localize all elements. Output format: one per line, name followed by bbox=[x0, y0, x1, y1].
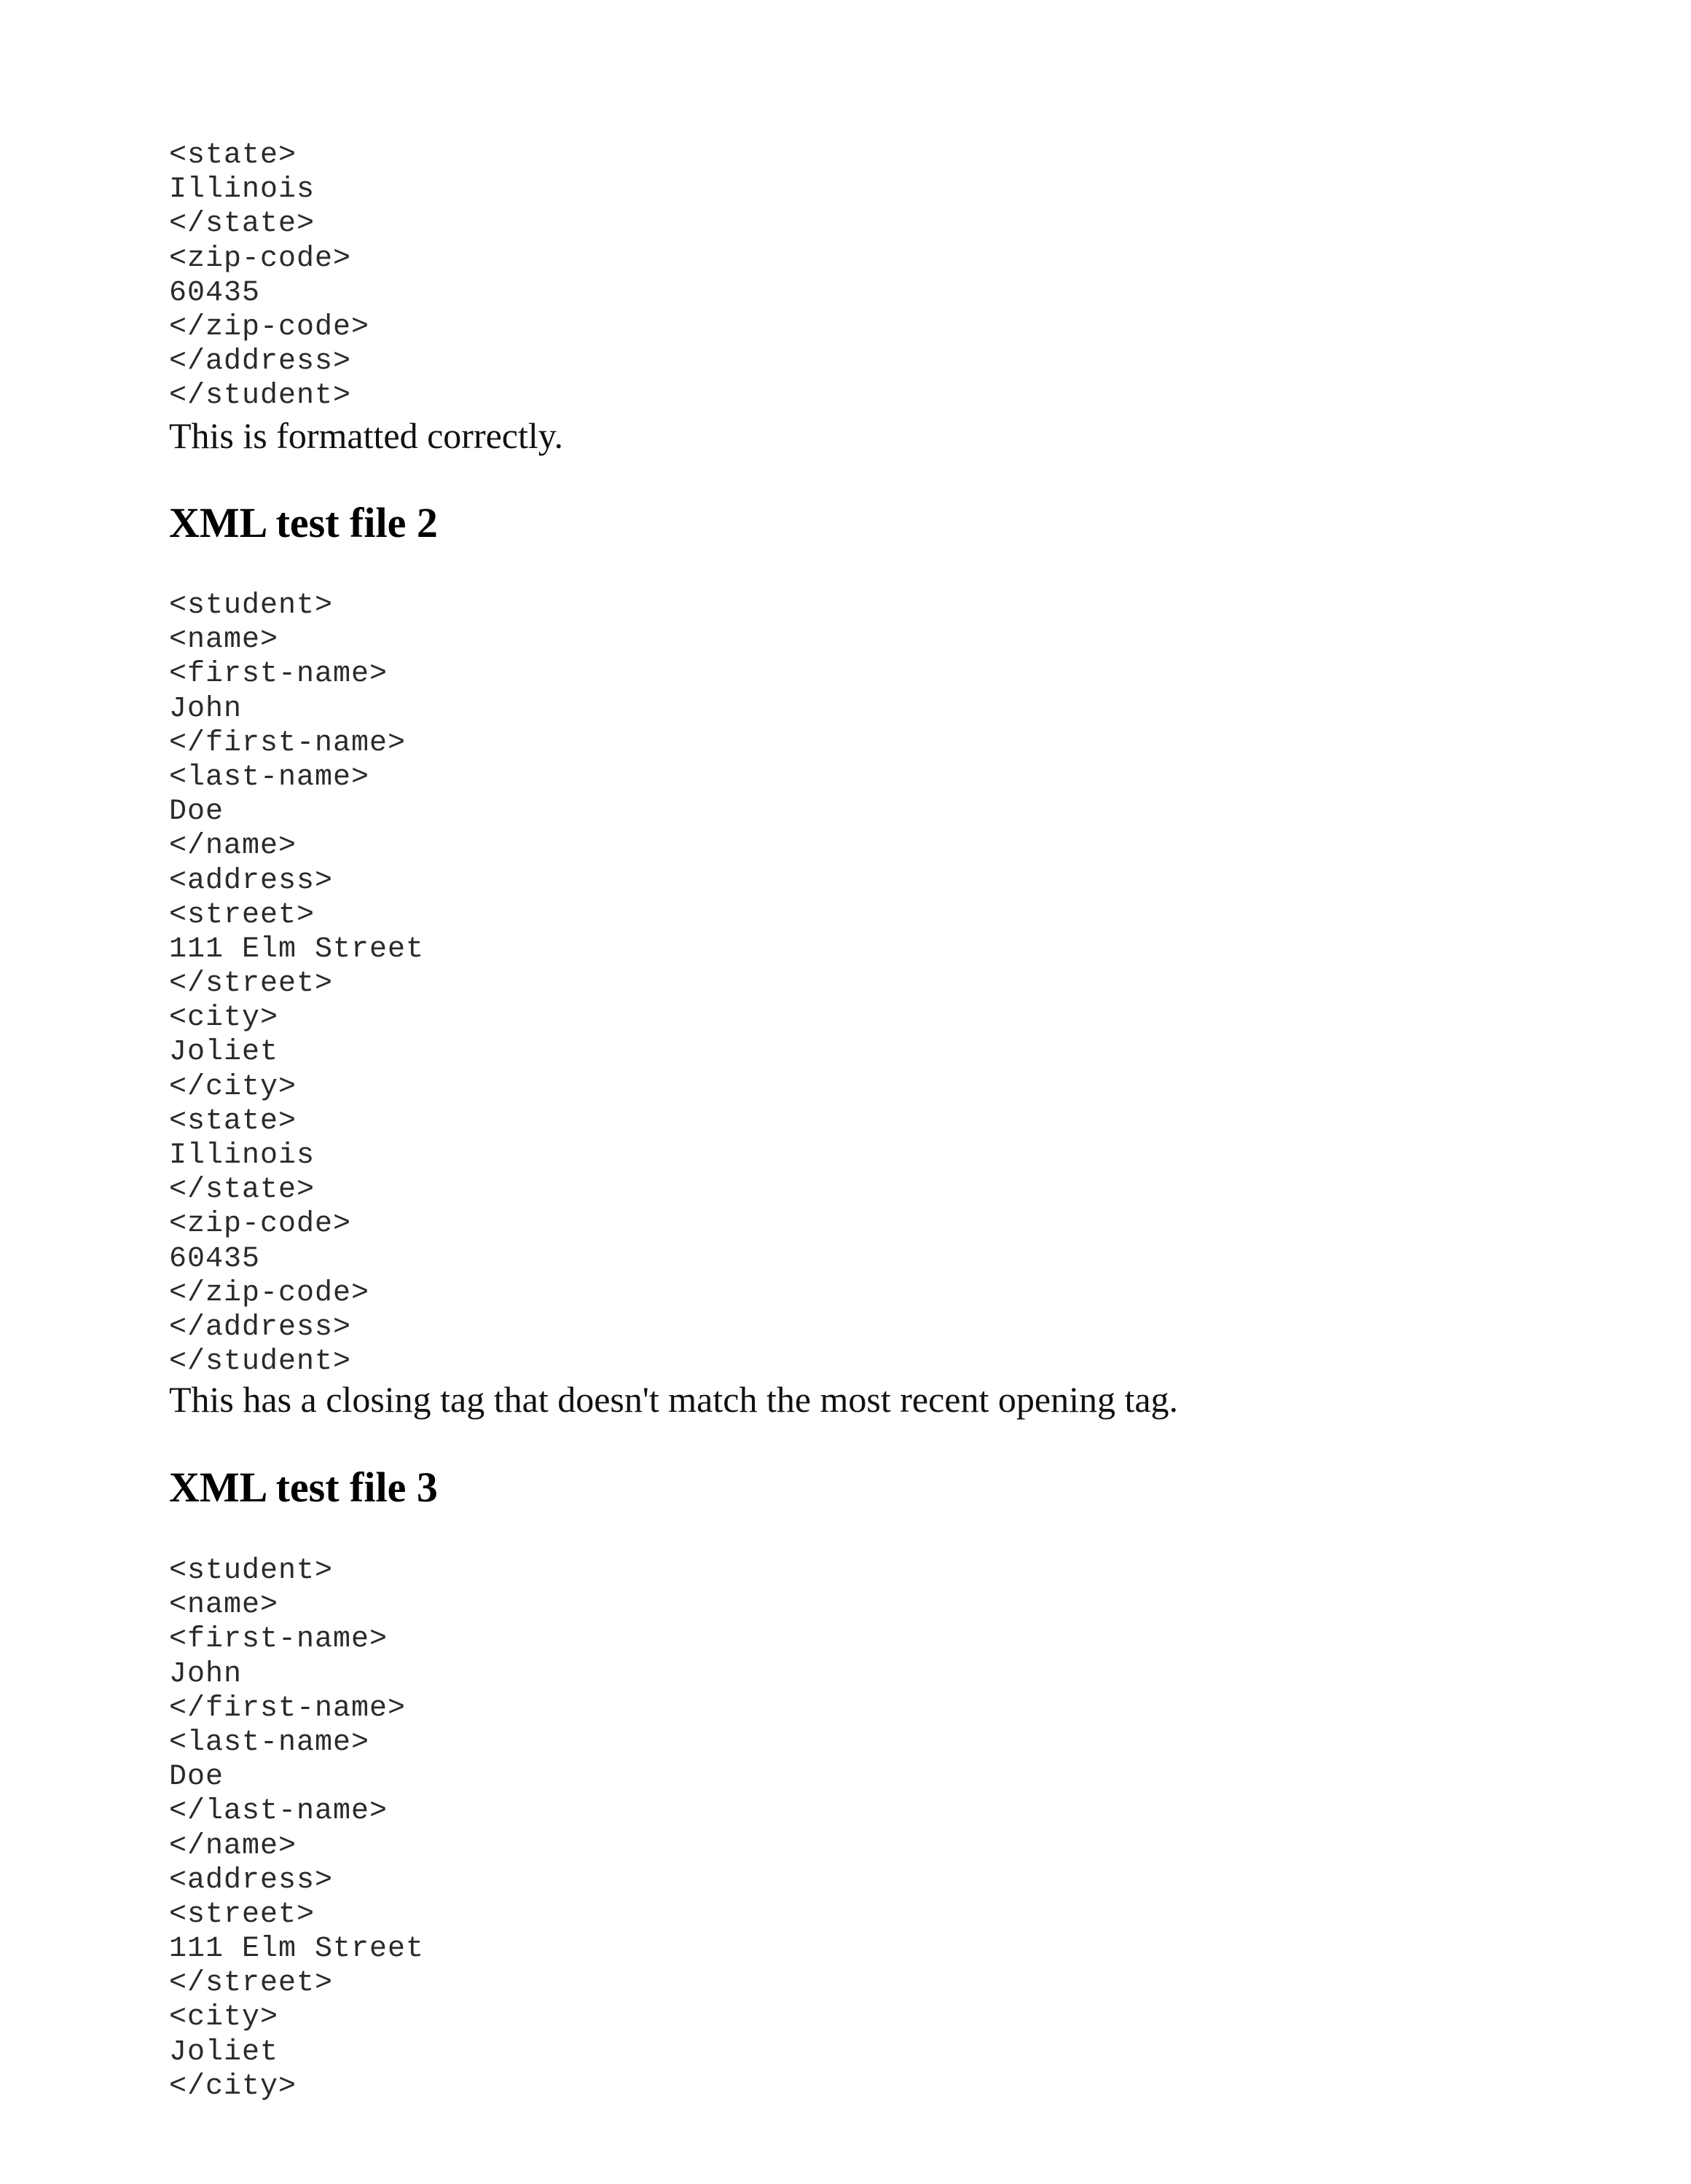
code-line: </name> bbox=[169, 1829, 297, 1863]
code-line: Illinois bbox=[169, 173, 315, 207]
code-line: 111 Elm Street bbox=[169, 932, 425, 966]
code-line: </zip-code> bbox=[169, 310, 370, 344]
code-block bbox=[169, 1554, 1553, 2104]
code-line: <zip-code> bbox=[169, 242, 352, 275]
code-line: </last-name> bbox=[169, 1795, 388, 1828]
code-line: </student> bbox=[169, 1346, 352, 1379]
code-line: Doe bbox=[169, 1761, 224, 1794]
code-line: Joliet bbox=[169, 1036, 279, 1069]
section-heading: XML test file 2 bbox=[169, 499, 438, 546]
code-line: <name> bbox=[169, 624, 279, 657]
code-line: <last-name> bbox=[169, 761, 370, 794]
code-line: </address> bbox=[169, 1311, 352, 1344]
code-line: <state> bbox=[169, 139, 297, 172]
code-line: 60435 bbox=[169, 276, 261, 310]
code-line: </first-name> bbox=[169, 726, 407, 760]
result-note: This has a closing tag that doesn't match the most recent opening tag. bbox=[169, 1379, 1179, 1420]
xml-file-3 bbox=[169, 1554, 1553, 2104]
code-line: </street> bbox=[169, 967, 334, 1001]
code-block bbox=[169, 589, 1553, 1379]
code-line: <address> bbox=[169, 864, 334, 897]
code-line: Doe bbox=[169, 796, 224, 829]
code-block bbox=[169, 138, 1553, 414]
code-line: </first-name> bbox=[169, 1692, 407, 1725]
code-line: <last-name> bbox=[169, 1726, 370, 1759]
code-line: <student> bbox=[169, 1555, 334, 1587]
code-line: <state> bbox=[169, 1104, 297, 1138]
code-line: </city> bbox=[169, 1070, 297, 1104]
code-line: <student> bbox=[169, 589, 334, 622]
code-line: John bbox=[169, 1657, 243, 1691]
code-line: </zip-code> bbox=[169, 1276, 370, 1310]
code-line: </state> bbox=[169, 208, 315, 241]
code-line: <address> bbox=[169, 1863, 334, 1897]
code-line: </state> bbox=[169, 1174, 315, 1207]
result-note: This is formatted correctly. bbox=[169, 415, 564, 456]
code-line: <first-name> bbox=[169, 658, 388, 691]
code-line: 111 Elm Street bbox=[169, 1933, 425, 1966]
code-line: </street> bbox=[169, 1967, 334, 2000]
code-line: <city> bbox=[169, 1002, 279, 1035]
code-line: 60435 bbox=[169, 1242, 261, 1276]
code-line: <city> bbox=[169, 2001, 279, 2035]
xml-file-2 bbox=[169, 589, 1553, 1379]
code-line: Joliet bbox=[169, 2035, 279, 2069]
code-line: </name> bbox=[169, 830, 297, 863]
code-line: <street> bbox=[169, 898, 315, 932]
code-line: <street> bbox=[169, 1898, 315, 1931]
code-line: </student> bbox=[169, 380, 352, 413]
xml-file-1-tail bbox=[169, 138, 1553, 414]
section-heading: XML test file 3 bbox=[169, 1464, 438, 1511]
code-line: <first-name> bbox=[169, 1623, 388, 1657]
code-line: <name> bbox=[169, 1589, 279, 1622]
code-line: </address> bbox=[169, 345, 352, 379]
code-line: John bbox=[169, 692, 243, 726]
code-line: <zip-code> bbox=[169, 1208, 352, 1241]
code-line: Illinois bbox=[169, 1139, 315, 1172]
code-line: </city> bbox=[169, 2070, 297, 2103]
